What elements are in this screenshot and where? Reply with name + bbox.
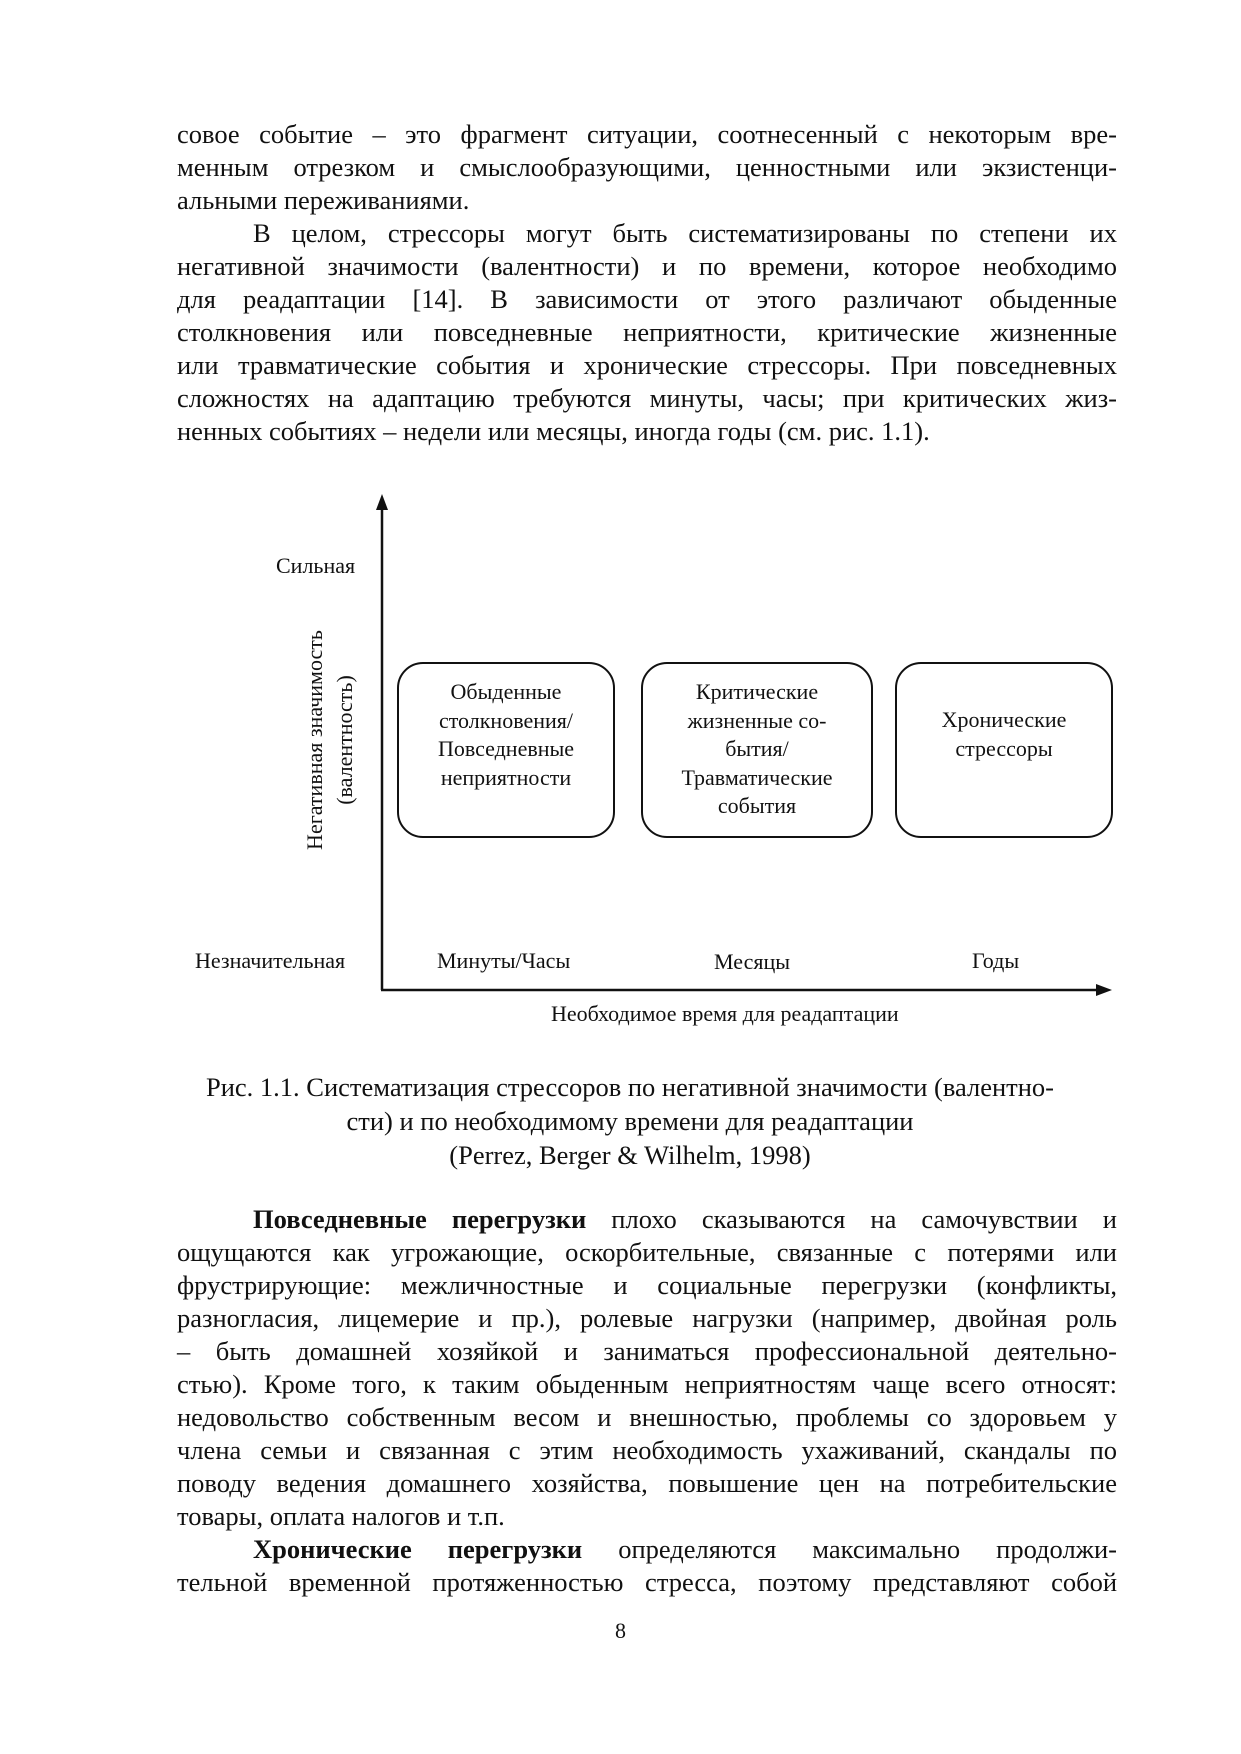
text-line: разногласия, лицемерие и пр.), ролевые нагрузки (например, двойная роль xyxy=(177,1303,1117,1333)
box-text: Травматические xyxy=(681,764,833,790)
y-axis-title xyxy=(300,610,360,870)
y-low-label: Незначительная xyxy=(195,948,346,973)
page-number: 8 xyxy=(615,1618,626,1643)
text-line: столкновения или повседневные неприятности, критические жизненные xyxy=(177,317,1117,347)
text-span: плохо сказываются на самочувствии и xyxy=(586,1204,1117,1234)
text-line xyxy=(177,1203,1117,1236)
text-line: или травматические события и хронические стрессоры. При повседневных xyxy=(177,350,1117,380)
text-line: ощущаются как угрожающие, оскорбительные, связанные с потерями или xyxy=(177,1237,1117,1267)
x-tick-minutes-hours: Минуты/Часы xyxy=(437,948,571,973)
y-axis-title-line2: (валентность) xyxy=(332,675,357,805)
y-axis-arrow-icon xyxy=(376,494,388,510)
box-text: стрессоры xyxy=(955,735,1053,761)
term-chronic-overloads: Хронические перегрузки xyxy=(253,1534,583,1564)
box-text: Повседневные xyxy=(437,736,575,761)
text-line: недовольство собственным весом и внешностью, проблемы со здоровьем у xyxy=(177,1402,1117,1432)
text-line: для реадаптации [14]. В зависимости от этого различают обыденные xyxy=(177,284,1117,314)
box-text: столкновения/ xyxy=(438,707,574,733)
box-chronic-stressors xyxy=(895,662,1113,838)
box-text: события xyxy=(717,793,797,818)
text-line: тельной временной протяженностью стресса, поэтому представляют собой xyxy=(177,1567,1117,1597)
box-text: неприятности xyxy=(440,764,572,790)
text-line: члена семьи и связанная с этим необходимость ухаживаний, скандалы по xyxy=(177,1435,1117,1465)
box-text: Хронические xyxy=(941,707,1067,732)
figure-caption-line: сти) и по необходимому времени для реадаптации xyxy=(346,1106,914,1136)
text-line: негативной значимости (валентности) и по времени, которое необходимо xyxy=(177,251,1117,281)
text-line: менным отрезком и смыслообразующими, ценностными или экзистенци- xyxy=(177,152,1117,182)
box-everyday-hassles xyxy=(397,662,615,838)
x-tick-years: Годы xyxy=(972,948,1020,973)
x-tick-months: Месяцы xyxy=(714,949,791,974)
text-line: В целом, стрессоры могут быть систематизированы по степени их xyxy=(253,218,1117,248)
text-line: товары, оплата налогов и т.п. xyxy=(177,1501,505,1531)
text-span: определяются максимально продолжи- xyxy=(582,1534,1117,1564)
y-high-label: Сильная xyxy=(276,553,356,578)
term-everyday-overloads: Повседневные перегрузки xyxy=(253,1204,587,1234)
text-line: совое событие – это фрагмент ситуации, соотнесенный с некоторым вре- xyxy=(177,119,1117,149)
text-line: стью). Кроме того, к таким обыденным неприятностям чаще всего относят: xyxy=(177,1369,1117,1399)
y-axis-title-line1: Негативная значимость xyxy=(302,630,327,850)
text-line: ненных событиях – недели или месяцы, иногда годы (см. рис. 1.1). xyxy=(177,416,930,446)
text-line: – быть домашней хозяйкой и заниматься профессиональной деятельно- xyxy=(177,1336,1117,1366)
text-line xyxy=(177,1533,1117,1566)
figure-caption-line: (Perrez, Berger & Wilhelm, 1998) xyxy=(449,1140,811,1170)
text-line: поводу ведения домашнего хозяйства, повышение цен на потребительские xyxy=(177,1468,1117,1498)
text-line: альными переживаниями. xyxy=(177,185,470,215)
figure-caption-line: Рис. 1.1. Систематизация стрессоров по негативной значимости (валентно- xyxy=(206,1072,1054,1102)
text-line: сложностях на адаптацию требуются минуты, часы; при критических жиз- xyxy=(177,383,1117,413)
box-text: Критические xyxy=(695,679,819,704)
box-text: бытия/ xyxy=(725,736,789,761)
box-critical-life-events xyxy=(641,662,873,838)
text-line: фрустрирующие: межличностные и социальные перегрузки (конфликты, xyxy=(177,1270,1117,1300)
box-text: жизненные со- xyxy=(687,707,827,733)
x-axis-title: Необходимое время для реадаптации xyxy=(551,1001,899,1026)
x-axis-arrow-icon xyxy=(1096,984,1112,996)
box-text: Обыденные xyxy=(450,679,562,704)
